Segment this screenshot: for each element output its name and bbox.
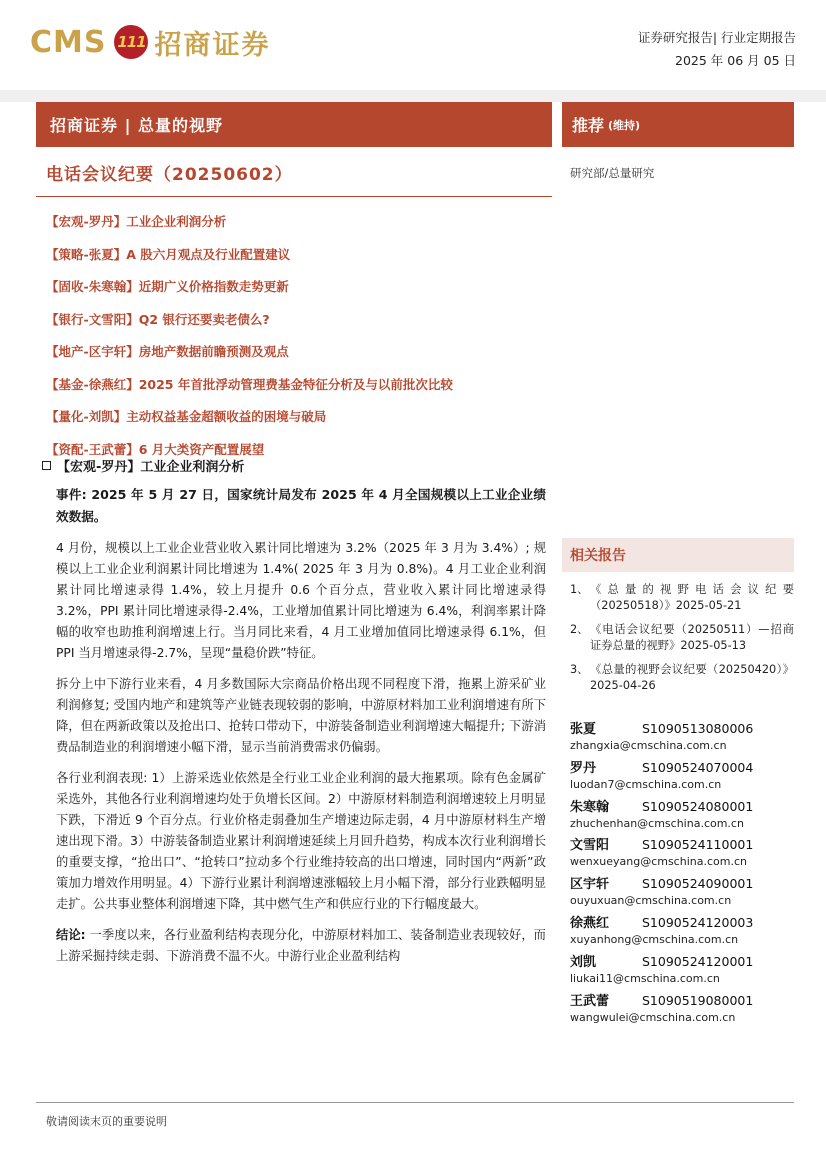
analyst-entry	[570, 873, 794, 912]
related-report-item[interactable]	[570, 662, 794, 694]
analyst-email[interactable]: wangwulei@cmschina.com.cn	[570, 1010, 736, 1024]
conclusion-paragraph	[56, 925, 546, 967]
analyst-entry	[570, 912, 794, 951]
title-divider	[36, 196, 552, 197]
toc-item-real-estate[interactable]: 【地产-区宇轩】房地产数据前瞻预测及观点	[46, 344, 289, 360]
analyst-license: S1090524120001	[642, 953, 754, 969]
section-heading-text: 【宏观-罗丹】工业企业利润分析	[57, 460, 245, 475]
analyst-email[interactable]: wenxueyang@cmschina.com.cn	[570, 855, 747, 869]
analyst-name: 文雪阳	[570, 838, 610, 854]
logo-cn-text: 招商证券	[154, 29, 271, 61]
analyst-name: 区宇轩	[570, 877, 610, 893]
analyst-name: 徐燕红	[570, 915, 610, 931]
toc-item-fund[interactable]: 【基金-徐燕红】2025 年首批浮动管理费基金特征分析及与以前批次比较	[46, 376, 453, 392]
toc-item-bank[interactable]: 【银行-文雪阳】Q2 银行还要卖老债么?	[46, 311, 270, 327]
analyst-list	[570, 718, 794, 1028]
related-report-item[interactable]	[570, 622, 794, 654]
analyst-email[interactable]: ouyuxuan@cmschina.com.cn	[570, 894, 732, 908]
analyst-name: 刘凯	[570, 954, 597, 970]
logo-mark-text: 111	[117, 33, 146, 51]
related-report-number: 2、	[570, 623, 589, 636]
analyst-entry	[570, 951, 794, 990]
table-of-contents	[46, 205, 546, 465]
report-type: 证券研究报告| 行业定期报告	[637, 30, 796, 45]
related-reports-list	[570, 582, 794, 702]
analyst-entry	[570, 718, 794, 757]
analyst-email[interactable]: luodan7@cmschina.com.cn	[570, 777, 722, 791]
analyst-license: S1090524080001	[642, 798, 754, 814]
related-report-item[interactable]	[570, 582, 794, 614]
analyst-license: S1090524120003	[642, 914, 754, 930]
report-title: 电话会议纪要（20250602）	[46, 165, 293, 185]
rating-banner	[562, 102, 794, 147]
analyst-name: 王武蕾	[570, 993, 610, 1009]
department: 研究部/总量研究	[570, 166, 655, 180]
logo-cms-text: CMS	[30, 24, 107, 60]
toc-item-asset-allocation[interactable]: 【资配-王武蕾】6 月大类资产配置展望	[46, 441, 265, 457]
header-divider	[0, 90, 826, 102]
square-bullet-icon	[42, 461, 51, 470]
footer-divider	[36, 1102, 794, 1103]
toc-item-fixed-income[interactable]: 【固收-朱寒翰】近期广义价格指数走势更新	[46, 279, 289, 295]
analyst-name: 罗丹	[570, 760, 597, 776]
related-report-text: 《总量的视野电话会议纪要（20250518）》2025-05-21	[590, 583, 794, 612]
rating-label: 推荐	[572, 116, 605, 135]
toc-item-quant[interactable]: 【量化-刘凯】主动权益基金超额收益的困境与破局	[46, 409, 327, 425]
analyst-license: S1090513080006	[642, 721, 754, 736]
paragraph-1: 4 月份，规模以上工业企业营业收入累计同比增速为 3.2%（2025 年 3 月为 3.4%）; 规模以上工业企业利润累计同比增速为 1.4%( 2025 年 3 月为 0.8%)。4 月工业企业利润累计同比增速录得 1.4%，较上月提升 0.6 个百分点，营业收入累计同比增速录得 3.2%，PPI 累计同比增速录得-2.4%，工业增加值累计同比增速为 6.4%，利润率累计降幅的收窄也助推利润增速上行。当月同比来看，4 月工业增加值同比增速录得 6.1%，但 PPI 当月增速录得-2.7%，呈现“量稳价跌”特征。	[56, 541, 546, 660]
related-reports-heading: 相关报告	[562, 538, 794, 572]
paragraph-2: 拆分上中下游行业来看，4 月多数国际大宗商品价格出现不同程度下滑，拖累上游采矿业利润修复; 受国内地产和建筑等产业链表现较弱的影响，中游原材料加工业利润增速有所下降，但在两新政策以及抢出口、抢转口带动下，中游装备制造业利润增速大幅提升; 下游消费品制造业的利润增速小幅下滑，显示当前消费需求仍偏弱。	[56, 677, 546, 754]
paragraph-3: 各行业利润表现: 1）上游采选业依然是全行业工业企业利润的最大拖累项。除有色金属矿采选外，其他各行业利润增速均处于负增长区间。2）中游原材料制造利润增速较上月明显下跌，下滑近 9 个百分点。行业价格走弱叠加生产增速边际走弱，4 月中游原材料生产增速出现下滑。3）中游装备制造业累计利润增速延续上月回升趋势，构成本次行业利润增长的重要支撑，“抢出口”、“抢转口”拉动多个行业维持较高的出口增速，同时国内“两新”政策加力增效作用明显。4）下游行业累计利润增速涨幅较上月小幅下滑，部分行业跌幅明显走扩。公共事业整体利润增速下降，其中燃气生产和供应行业的下行幅度最大。	[56, 771, 546, 911]
analyst-email[interactable]: xuyanhong@cmschina.com.cn	[570, 932, 739, 946]
related-report-text: 《电话会议纪要（20250511）—招商证券总量的视野》2025-05-13	[590, 623, 794, 652]
analyst-email[interactable]: zhuchenhan@cmschina.com.cn	[570, 816, 744, 830]
conclusion-label: 结论:	[56, 928, 86, 942]
analyst-license: S1090519080001	[642, 992, 754, 1008]
footer-note: 敬请阅读末页的重要说明	[46, 1115, 167, 1128]
analyst-email[interactable]: zhangxia@cmschina.com.cn	[570, 739, 727, 752]
analyst-license: S1090524070004	[642, 759, 754, 775]
report-date: 2025 年 06 月 05 日	[675, 53, 796, 68]
toc-item-macro[interactable]: 【宏观-罗丹】工业企业利润分析	[46, 214, 227, 230]
related-report-number: 1、	[570, 583, 589, 596]
event-paragraph: 事件: 2025 年 5 月 27 日，国家统计局发布 2025 年 4 月全国规模以上工业企业绩效数据。	[56, 487, 546, 524]
conclusion-text: 一季度以来，各行业盈利结构表现分化，中游原材料加工、装备制造业表现较好，而上游采掘持续走弱、下游消费不温不火。中游行业企业盈利结构	[56, 928, 546, 963]
rating-note: (维持)	[608, 118, 641, 132]
analyst-name: 张夏	[570, 722, 597, 737]
analyst-entry	[570, 757, 794, 796]
toc-item-strategy[interactable]: 【策略-张夏】A 股六月观点及行业配置建议	[46, 246, 291, 262]
analyst-name: 朱寒翰	[570, 799, 610, 815]
analyst-email[interactable]: liukai11@cmschina.com.cn	[570, 971, 720, 985]
analyst-entry	[570, 796, 794, 835]
series-banner: 招商证券 | 总量的视野	[36, 102, 552, 147]
analyst-license: S1090524090001	[642, 876, 754, 892]
related-report-text: 《总量的视野会议纪要（20250420）》2025-04-26	[590, 663, 794, 692]
section-heading	[42, 456, 244, 475]
cms-logo	[30, 22, 270, 62]
header-meta	[638, 26, 796, 72]
analyst-entry	[570, 990, 794, 1029]
section-body	[56, 484, 546, 977]
analyst-entry	[570, 834, 794, 873]
related-report-number: 3、	[570, 663, 589, 676]
logo-mark-icon	[114, 25, 148, 59]
analyst-license: S1090524110001	[642, 837, 754, 853]
